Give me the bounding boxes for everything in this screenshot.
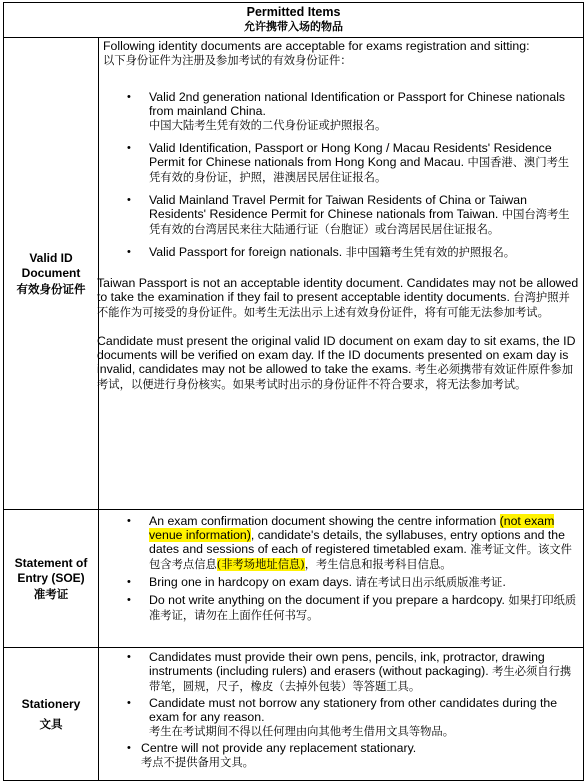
list-item: • Valid 2nd generation national Identification or Passport for Chinese nationals from mainland China. 中国大陆考生凭有效的二代身份证或护照报名。	[103, 90, 579, 133]
valid-id-list	[103, 90, 579, 260]
list-item: • Bring one in hardcopy on exam days. 请在考试日出示纸质版准考证.	[103, 575, 579, 590]
stationery-list	[103, 650, 579, 770]
row-label-valid-id	[4, 38, 99, 509]
list-item: • Candidate must not borrow any stationery from other candidates during the exam for any reason. 考生在考试期间不得以任何理由向其他考生借用文具等物品。	[103, 696, 579, 739]
row-label-soe	[4, 510, 99, 647]
row-statement-of-entry	[4, 510, 583, 648]
original-id-note: Candidate must present the original valid ID document on exam day to sit exams, the ID documents will be verified on exam day. If the ID documents presented on exam day is invalid, candidates may not be allowed to take the exams. 考生必须携带有效证件原件参加考试，以便进行身份核实。如果考试时出示的身份证件不符合要求，将无法参加考试。	[97, 334, 576, 391]
highlight-not-venue: (not exam venue information)	[149, 514, 555, 542]
taiwan-note: Taiwan Passport is not an acceptable identity document. Candidates may not be allowed to take the examination if they fail to present acceptable identity documents. 台湾护照并不能作为可接受的身份证件。如考生无法出示上述有效身份证件，将有可能无法参加考试。	[97, 276, 579, 319]
list-item: • Centre will not provide any replacement stationary. 考点不提供备用文具。	[103, 741, 579, 770]
row-valid-id	[4, 38, 583, 510]
list-item: • Valid Mainland Travel Permit for Taiwan Residents of China or Taiwan Residents' Residence Permit for Chinese nationals from Taiwan. 中国台湾考生凭有效的台湾居民来往大陆通行证（台胞证）或台湾居民居住证报名。	[103, 193, 579, 237]
table-title: Permitted Items	[246, 5, 341, 19]
table-subtitle: 允许携带入场的物品	[244, 20, 343, 33]
valid-id-label-en: Valid ID Document	[21, 250, 81, 280]
valid-id-intro-en: Following identity documents are acceptable for exams registration and sitting:	[103, 39, 530, 53]
list-item: • Valid Passport for foreign nationals. 非中国籍考生凭有效的护照报名。	[103, 245, 579, 260]
list-item: • An exam confirmation document showing the centre information (not exam venue information), candidate's details, the syllabuses, entry options and the dates and sessions of each of registered timetabled exam. 准考证文件。该文件包含考点信息(非考场地址信息)，考生信息和报考科目信息。	[103, 514, 579, 572]
stationery-label-en: Stationery	[21, 696, 81, 711]
soe-list	[103, 514, 579, 623]
valid-id-intro-zh: 以下身份证件为注册及参加考试的有效身份证件：	[103, 54, 352, 67]
soe-label-zh: 准考证	[33, 586, 69, 601]
permitted-items-table	[3, 2, 584, 781]
list-item: • Valid Identification, Passport or Hong Kong / Macau Residents' Residence Permit for Chinese nationals from Hong Kong and Macau. 中国香港、澳门考生凭有效的身份证，护照，港澳居民居住证报名。	[103, 141, 579, 185]
valid-id-label-zh: 有效身份证件	[16, 281, 86, 296]
row-content-stationery	[99, 648, 583, 780]
highlight-not-venue-zh: (非考场地址信息)	[216, 558, 305, 571]
list-item: • Candidates must provide their own pens, pencils, ink, protractor, drawing instruments (including rulers) and erasers (without packaging). 考生必须自行携带笔，圆规，尺子，橡皮（去掉外包装）等答题工具。	[103, 650, 579, 694]
stationery-label-zh: 文具	[39, 716, 63, 731]
row-content-soe	[99, 510, 583, 647]
row-content-valid-id	[99, 38, 583, 509]
row-label-stationery	[4, 648, 99, 780]
soe-label-en: Statement of Entry (SOE)	[14, 555, 88, 585]
table-header	[4, 3, 583, 38]
list-item: • Do not write anything on the document if you prepare a hardcopy. 如果打印纸质准考证，请勿在上面作任何书写。	[103, 593, 579, 623]
row-stationery	[4, 648, 583, 780]
valid-id-intro	[103, 39, 579, 68]
